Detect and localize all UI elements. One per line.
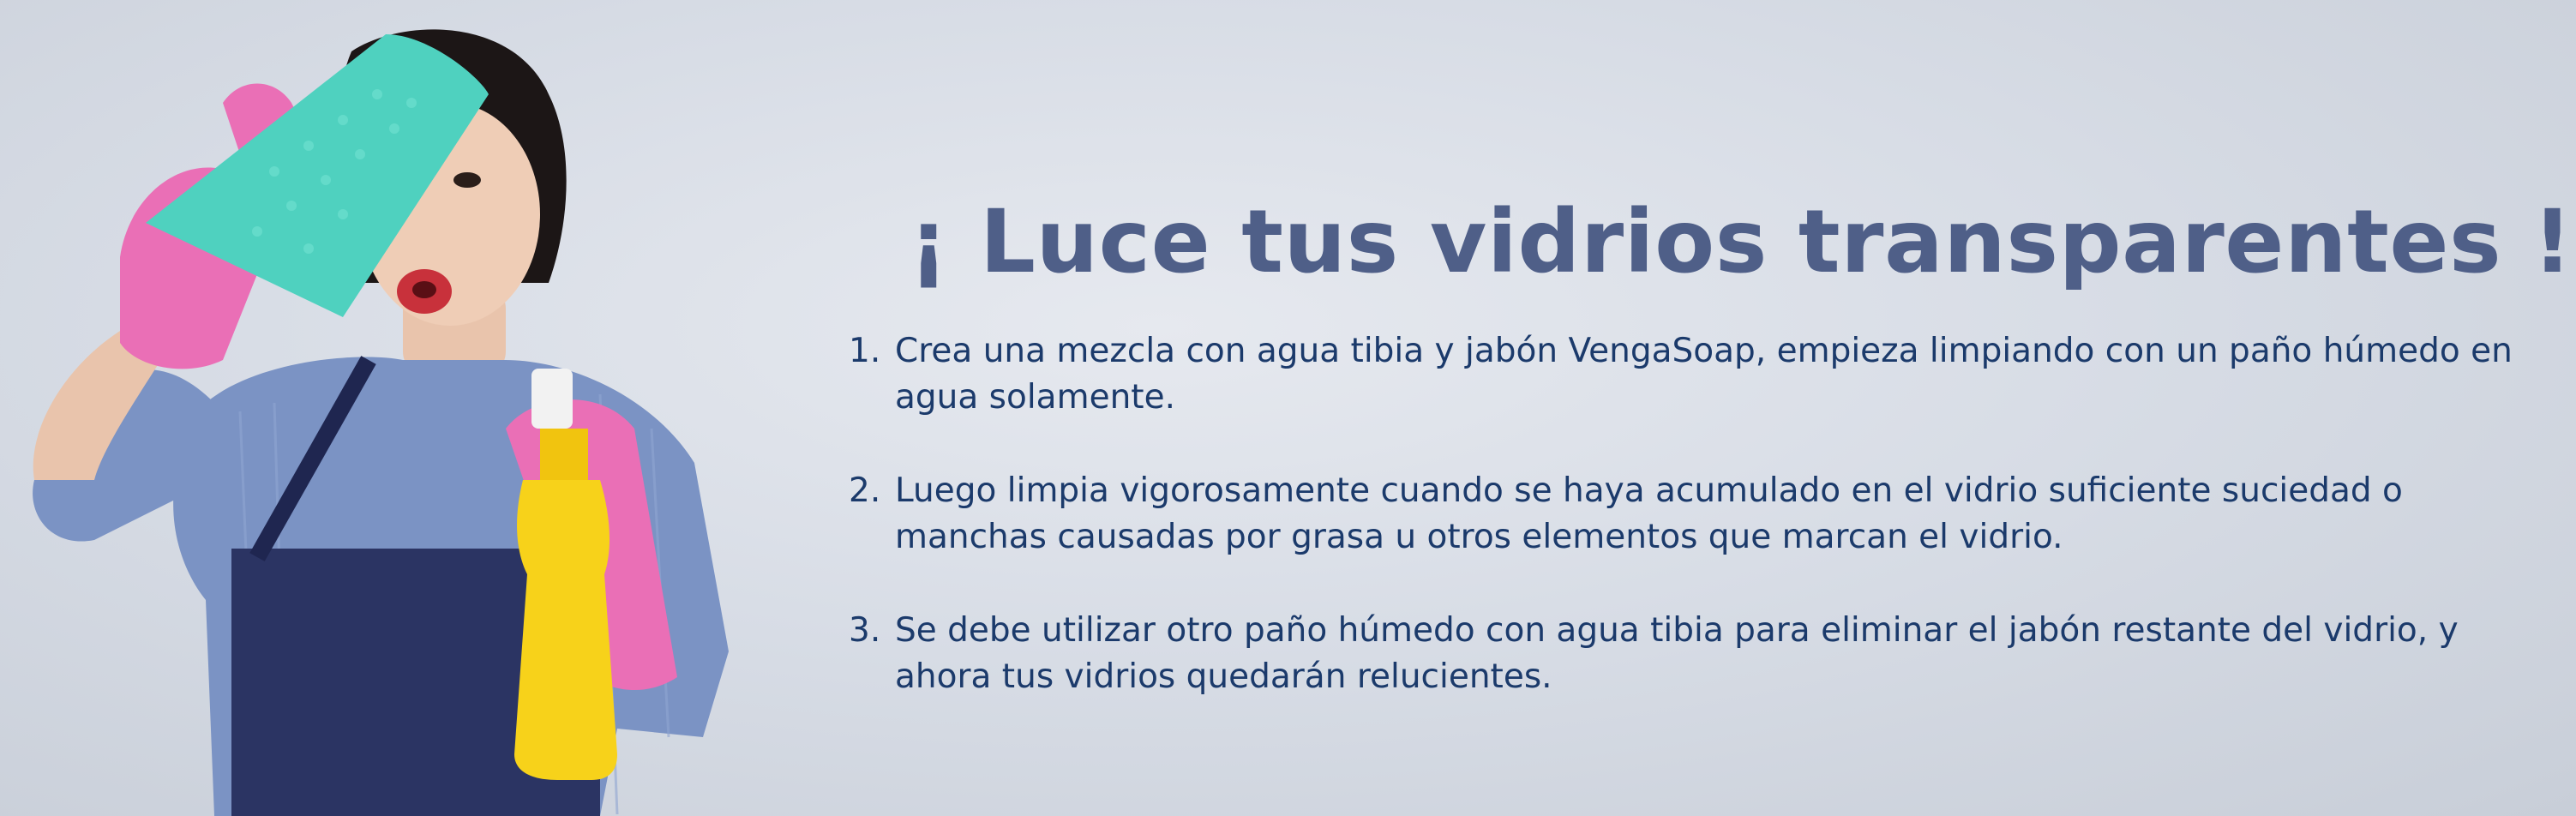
step-number: 1. [849, 332, 881, 370]
step-text: Crea una mezcla con agua tibia y jabón VengaSoap, empieza limpiando con un paño húmedo en agua solamente. [895, 332, 2513, 417]
instruction-step-3 [849, 608, 2555, 700]
banner-title: ¡ Luce tus vidrios transparentes ! [909, 191, 2573, 294]
step-number: 2. [849, 471, 881, 510]
step-text: Se debe utilizar otro paño húmedo con agua tibia para eliminar el jabón restante del vidrio, y ahora tus vidrios quedarán relucientes. [895, 611, 2459, 696]
instructions-list [849, 328, 2555, 747]
step-text: Luego limpia vigorosamente cuando se haya acumulado en el vidrio suficiente suciedad o manchas causadas por grasa u otros elementos que marcan el vidrio. [895, 471, 2403, 556]
spray-bottle-nozzle [531, 369, 573, 429]
eye-shape [453, 172, 481, 188]
mouth-shape [412, 281, 436, 298]
instruction-step-2 [849, 468, 2555, 561]
step-number: 3. [849, 611, 881, 650]
spray-bottle-body [514, 480, 617, 780]
spray-bottle-neck [540, 429, 588, 480]
instruction-step-1 [849, 328, 2555, 421]
woman-cleaning-illustration [0, 0, 754, 816]
